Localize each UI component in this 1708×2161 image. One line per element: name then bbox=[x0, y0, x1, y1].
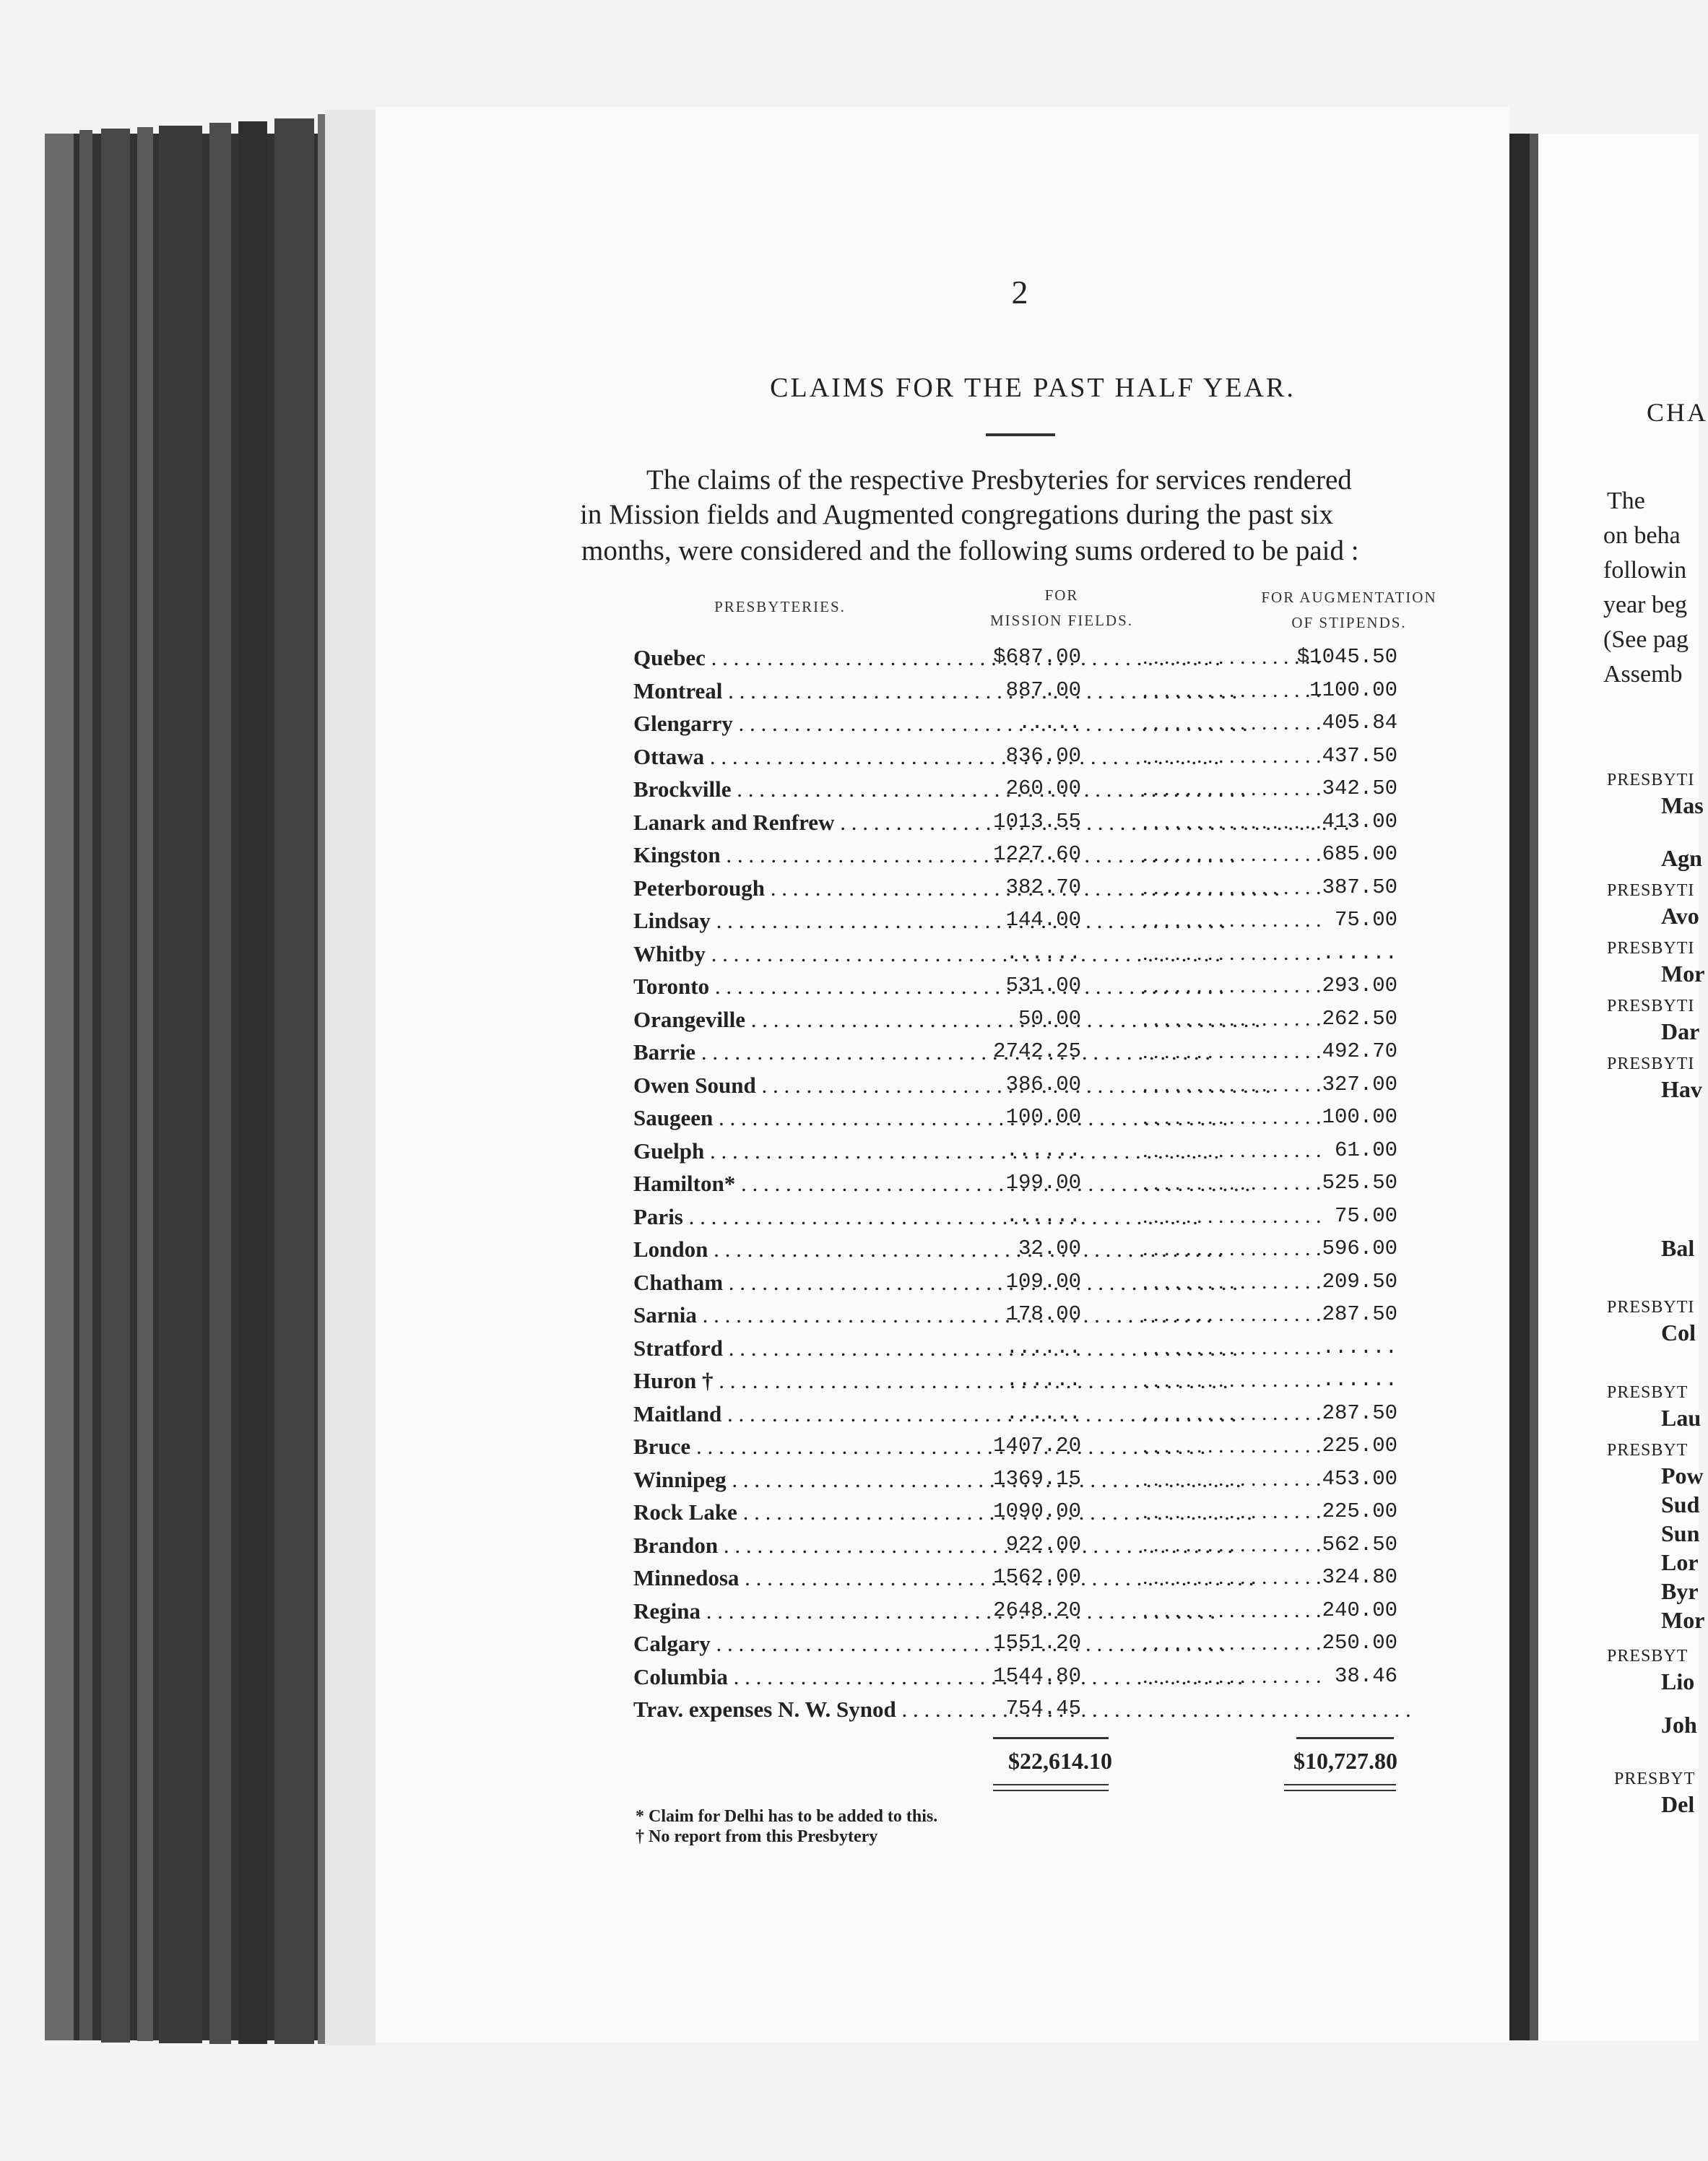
facing-presbytery-label: PRESBYTI bbox=[1607, 939, 1695, 958]
dot-leader: . . . . . . . . . . . . . . . . . bbox=[1143, 1335, 1322, 1359]
mission-fields-amount: 109.00 bbox=[1005, 1270, 1081, 1294]
table-row bbox=[633, 1105, 1413, 1137]
page-number: 2 bbox=[1011, 274, 1028, 311]
aug-total-double-rule bbox=[1284, 1790, 1396, 1791]
augmentation-amount: 225.00 bbox=[1322, 1434, 1397, 1458]
presbytery-name: Trav. expenses N. W. Synod . . . bbox=[633, 1697, 1013, 1723]
facing-entry-name: Sud bbox=[1661, 1491, 1700, 1517]
facing-entry-name: Hav bbox=[1661, 1076, 1702, 1102]
augmentation-amount: 596.00 bbox=[1322, 1237, 1397, 1260]
dot-leader: . . . . . . . . . . . . . . . . . bbox=[1143, 1105, 1322, 1129]
col-header-mission-1: FOR bbox=[1044, 586, 1079, 604]
mission-fields-amount: 382.70 bbox=[1005, 875, 1081, 899]
dot-leader: . . . . . . . . . . . . . . . . . bbox=[1143, 1533, 1322, 1556]
dot-leader: . . . . . . . . . . . . . . . . . bbox=[1143, 678, 1322, 702]
mission-fields-amount: ...... bbox=[1005, 1138, 1081, 1162]
augmentation-amount: 405.84 bbox=[1322, 711, 1397, 735]
presbytery-name: Hamilton* . . . bbox=[633, 1171, 994, 1197]
augmentation-amount: 562.50 bbox=[1322, 1533, 1397, 1556]
dot-leader: . . . . . . . . . . . . . . . . . bbox=[1143, 1302, 1322, 1326]
mission-fields-amount: 2742.25 bbox=[993, 1039, 1081, 1063]
table-row bbox=[633, 1499, 1413, 1531]
table-row bbox=[633, 1237, 1413, 1268]
facing-para-line: Assemb bbox=[1603, 661, 1683, 688]
dot-leader: . . . . . . . . . . . . . . . . . bbox=[1143, 908, 1322, 932]
presbytery-name: Brandon . . . bbox=[633, 1533, 994, 1559]
presbytery-name: Brockville . . . bbox=[633, 776, 994, 802]
presbytery-name: Stratford . . . bbox=[633, 1335, 994, 1361]
mission-fields-amount: ...... bbox=[1005, 1204, 1081, 1228]
mission-fields-amount: 260.00 bbox=[1005, 776, 1081, 800]
augmentation-amount: ...... bbox=[1322, 1335, 1397, 1359]
facing-entry-name: Mor bbox=[1661, 1607, 1705, 1633]
facing-entry-name: Sun bbox=[1661, 1520, 1700, 1546]
table-row bbox=[633, 1401, 1413, 1433]
table-row bbox=[633, 842, 1413, 874]
mission-fields-amount: 922.00 bbox=[1005, 1533, 1081, 1556]
page-title: CLAIMS FOR THE PAST HALF YEAR. bbox=[770, 373, 1296, 403]
mission-fields-amount: 1013.55 bbox=[993, 810, 1081, 833]
dot-leader: . . . . . . . . . . . . . . . . . bbox=[1143, 1007, 1322, 1031]
mission-total-double-rule bbox=[993, 1790, 1109, 1791]
presbytery-name: Paris . . . bbox=[633, 1204, 994, 1230]
mission-fields-amount: ...... bbox=[1005, 941, 1081, 965]
mission-total-rule bbox=[993, 1737, 1109, 1739]
augmentation-amount: 387.50 bbox=[1322, 875, 1397, 899]
augmentation-amount: 685.00 bbox=[1322, 842, 1397, 866]
facing-entry-name: Lau bbox=[1661, 1405, 1702, 1431]
facing-entry-name: Col bbox=[1661, 1320, 1696, 1346]
mission-fields-amount: 199.00 bbox=[1005, 1171, 1081, 1195]
dot-leader: . . . . . . . . . . . . . . . . . bbox=[1143, 1434, 1322, 1458]
mission-fields-amount: 836.00 bbox=[1005, 744, 1081, 768]
dot-leader: . . . . . . . . . . . . . . . . . bbox=[1143, 1270, 1322, 1294]
facing-presbytery-label: PRESBYT bbox=[1607, 1647, 1689, 1666]
facing-entry-name: Agn bbox=[1661, 845, 1702, 871]
footnote: * Claim for Delhi has to be added to this. bbox=[636, 1807, 938, 1826]
table-row bbox=[633, 1664, 1413, 1696]
presbytery-name: Peterborough . . . bbox=[633, 875, 994, 901]
presbytery-name: Kingston . . . bbox=[633, 842, 994, 868]
table-row bbox=[633, 1073, 1413, 1104]
right-page-fragment bbox=[1538, 134, 1708, 2040]
augmentation-amount: 327.00 bbox=[1322, 1073, 1397, 1096]
mission-fields-amount: 1551.20 bbox=[993, 1631, 1081, 1655]
aug-total: $10,727.80 bbox=[1293, 1748, 1397, 1774]
table-row bbox=[633, 1533, 1413, 1564]
presbytery-name: Bruce . . . bbox=[633, 1434, 994, 1460]
mission-total: $22,614.10 bbox=[1008, 1748, 1112, 1774]
table-row bbox=[633, 1631, 1413, 1663]
table-row bbox=[633, 1270, 1413, 1302]
mission-fields-amount: 386.00 bbox=[1005, 1073, 1081, 1096]
aug-total-rule bbox=[1296, 1737, 1394, 1739]
table-row bbox=[633, 744, 1413, 776]
table-row bbox=[633, 810, 1413, 841]
augmentation-amount: ...... bbox=[1322, 941, 1397, 965]
facing-entry-name: Del bbox=[1661, 1791, 1695, 1817]
table-row bbox=[633, 1434, 1413, 1465]
dot-leader: . . . . . . . . . . . . . . . . . bbox=[1143, 1467, 1322, 1491]
augmentation-amount: 324.80 bbox=[1322, 1565, 1397, 1589]
dot-leader: . . . . . . . . . . . . . . . . . bbox=[1143, 1237, 1322, 1260]
mission-fields-amount: ...... bbox=[1005, 1401, 1081, 1425]
facing-entry-name: Joh bbox=[1661, 1712, 1697, 1738]
mission-fields-amount: 1369.15 bbox=[993, 1467, 1081, 1491]
facing-para-line: year beg bbox=[1603, 592, 1688, 618]
table-row bbox=[633, 1171, 1413, 1203]
dot-leader: . . . . . . . . . . . . . . . . . bbox=[1143, 1565, 1322, 1589]
dot-leader: . . . . . . . . . . . . . . . . . bbox=[1143, 1631, 1322, 1655]
table-row bbox=[633, 1467, 1413, 1499]
presbytery-name: Barrie . . . bbox=[633, 1039, 994, 1065]
table-row bbox=[633, 875, 1413, 907]
dot-leader: . . . . . . . . . . . . . . . . . bbox=[1143, 810, 1322, 833]
augmentation-amount: 38.46 bbox=[1334, 1664, 1397, 1688]
footnote: † No report from this Presbytery bbox=[636, 1827, 878, 1846]
title-rule bbox=[986, 433, 1055, 436]
augmentation-amount: $1045.50 bbox=[1296, 645, 1397, 669]
facing-presbytery-label: PRESBYT bbox=[1607, 1441, 1689, 1460]
dot-leader: . . . . . . . . . . . . . . . . . bbox=[1143, 875, 1322, 899]
presbytery-name: London . . . bbox=[633, 1237, 994, 1263]
presbytery-name: Owen Sound . . . bbox=[633, 1073, 994, 1099]
mission-fields-amount: 1090.00 bbox=[993, 1499, 1081, 1523]
facing-presbytery-label: PRESBYTI bbox=[1607, 997, 1695, 1015]
facing-presbytery-label: PRESBYT bbox=[1614, 1770, 1696, 1788]
col-header-aug-1: FOR AUGMENTATION bbox=[1261, 589, 1437, 606]
dot-leader: . . . . . . . . . . . . . . . . . bbox=[1143, 1171, 1322, 1195]
table-row bbox=[633, 678, 1413, 710]
augmentation-amount: 262.50 bbox=[1322, 1007, 1397, 1031]
facing-entry-name: Mor bbox=[1661, 961, 1705, 987]
dot-leader: . . . . . . . . . . . . . . . . . bbox=[1143, 1039, 1322, 1063]
presbytery-name: Montreal . . . bbox=[633, 678, 994, 704]
augmentation-amount: 525.50 bbox=[1322, 1171, 1397, 1195]
mission-fields-amount: 32.00 bbox=[1018, 1237, 1081, 1260]
intro-line: months, were considered and the following sums ordered to be paid : bbox=[581, 535, 1359, 566]
augmentation-amount: 293.00 bbox=[1322, 974, 1397, 997]
table-row bbox=[633, 1039, 1413, 1071]
facing-para-line: on beha bbox=[1603, 522, 1681, 549]
augmentation-amount: 75.00 bbox=[1334, 1204, 1397, 1228]
dot-leader: . . . . . . . . . . . . . . . . . bbox=[1143, 711, 1322, 735]
col-header-mission-2: MISSION FIELDS. bbox=[989, 612, 1134, 629]
augmentation-amount: 287.50 bbox=[1322, 1401, 1397, 1425]
mission-fields-amount: 1562.00 bbox=[993, 1565, 1081, 1589]
presbytery-name: Toronto . . . bbox=[633, 974, 994, 1000]
augmentation-amount: 100.00 bbox=[1322, 1105, 1397, 1129]
mission-fields-amount: $687.00 bbox=[993, 645, 1081, 669]
presbytery-name: Glengarry . . . bbox=[633, 711, 994, 737]
augmentation-amount: 437.50 bbox=[1322, 744, 1397, 768]
presbytery-name: Quebec . . . bbox=[633, 645, 994, 671]
dot-leader: . . . . . . . . . . . . . . . . . bbox=[1143, 1664, 1322, 1688]
presbytery-name: Winnipeg . . . bbox=[633, 1467, 994, 1493]
presbytery-name: Chatham . . . bbox=[633, 1270, 994, 1296]
mission-fields-amount: 178.00 bbox=[1005, 1302, 1081, 1326]
presbytery-name: Guelph . . . bbox=[633, 1138, 994, 1164]
presbytery-name: Sarnia . . . bbox=[633, 1302, 994, 1328]
presbytery-name: Regina . . . bbox=[633, 1598, 994, 1624]
augmentation-amount: 75.00 bbox=[1334, 908, 1397, 932]
augmentation-amount: 287.50 bbox=[1322, 1302, 1397, 1326]
mission-fields-amount: ...... bbox=[1005, 1368, 1081, 1392]
facing-presbytery-label: PRESBYTI bbox=[1607, 1054, 1695, 1073]
augmentation-amount: 250.00 bbox=[1322, 1631, 1397, 1655]
facing-presbytery-label: PRESBYT bbox=[1607, 1383, 1689, 1402]
presbytery-name: Minnedosa . . . bbox=[633, 1565, 994, 1591]
table-row bbox=[633, 974, 1413, 1005]
presbytery-name: Whitby . . . bbox=[633, 941, 994, 967]
facing-para-line: (See pag bbox=[1603, 626, 1689, 653]
dot-leader: . . . . . . . . . . . . . . . . . bbox=[1143, 744, 1322, 768]
presbytery-name: Saugeen . . . bbox=[633, 1105, 994, 1131]
augmentation-amount: 413.00 bbox=[1322, 810, 1397, 833]
facing-entry-name: Avo bbox=[1661, 903, 1699, 929]
table-row bbox=[633, 1598, 1413, 1630]
mission-fields-amount: 754.45 bbox=[1005, 1697, 1081, 1720]
dot-leader: . . . . . . . . . . . . . . . . . bbox=[1143, 974, 1322, 997]
dot-leader: . . . . . . . . . . . . . . . . . bbox=[1143, 1401, 1322, 1425]
col-header-aug-2: OF STIPENDS. bbox=[1291, 614, 1407, 631]
augmentation-amount: 453.00 bbox=[1322, 1467, 1397, 1491]
presbytery-name: Ottawa . . . bbox=[633, 744, 994, 770]
mission-fields-amount: 100.00 bbox=[1005, 1105, 1081, 1129]
mission-fields-amount: ..... bbox=[1018, 711, 1081, 735]
facing-entry-name: Mas bbox=[1661, 792, 1704, 818]
facing-entry-name: Bal bbox=[1661, 1235, 1695, 1261]
dot-leader: . . . . . . . . . . . . . . . . . bbox=[1143, 1368, 1322, 1392]
presbytery-name: Huron † . . . bbox=[633, 1368, 994, 1394]
presbytery-name: Maitland . . . bbox=[633, 1401, 994, 1427]
augmentation-amount: 209.50 bbox=[1322, 1270, 1397, 1294]
facing-heading: CHA bbox=[1647, 398, 1708, 427]
facing-para-line: followin bbox=[1603, 557, 1687, 584]
table-row bbox=[633, 1138, 1413, 1170]
mission-fields-amount: 531.00 bbox=[1005, 974, 1081, 997]
dot-leader: . . . . . . . . . . . . . . . . . bbox=[1143, 645, 1322, 669]
presbytery-name: Rock Lake . . . bbox=[633, 1499, 994, 1525]
facing-presbytery-label: PRESBYTI bbox=[1607, 881, 1695, 900]
mission-fields-amount: 50.00 bbox=[1018, 1007, 1081, 1031]
presbytery-name: Lindsay . . . bbox=[633, 908, 994, 934]
facing-entry-name: Byr bbox=[1661, 1578, 1699, 1604]
table-row bbox=[633, 776, 1413, 808]
table-row bbox=[633, 1302, 1413, 1334]
mission-fields-amount: ...... bbox=[1005, 1335, 1081, 1359]
table-row bbox=[633, 941, 1413, 973]
dot-leader: . . . . . . . . . . . . . . . . . bbox=[1143, 1204, 1322, 1228]
mission-fields-amount: 1407.20 bbox=[993, 1434, 1081, 1458]
dot-leader: . . . . . . . . . . . . . . . . . bbox=[1143, 1073, 1322, 1096]
dot-leader: . . . . . . . . . . . . . . . . . bbox=[1143, 1499, 1322, 1523]
augmentation-amount: 225.00 bbox=[1322, 1499, 1397, 1523]
intro-line: The claims of the respective Presbyteries for services rendered bbox=[646, 464, 1352, 495]
mission-fields-amount: 144.00 bbox=[1005, 908, 1081, 932]
col-header-presbyteries: PRESBYTERIES. bbox=[714, 598, 846, 615]
mission-fields-amount: 887.00 bbox=[1005, 678, 1081, 702]
presbytery-name: Calgary . . . bbox=[633, 1631, 994, 1657]
table-row bbox=[633, 1368, 1413, 1400]
dot-leader: . . . . . . . . . . . . . . . . . bbox=[1143, 941, 1322, 965]
facing-presbytery-label: PRESBYTI bbox=[1607, 1298, 1695, 1317]
table-row bbox=[633, 645, 1413, 677]
table-row bbox=[633, 908, 1413, 940]
facing-entry-name: Lio bbox=[1661, 1668, 1695, 1694]
intro-line: in Mission fields and Augmented congregations during the past six bbox=[580, 499, 1334, 530]
mission-fields-amount: 1227.60 bbox=[993, 842, 1081, 866]
presbytery-name: Orangeville . . . bbox=[633, 1007, 994, 1033]
table-row bbox=[633, 1007, 1413, 1039]
augmentation-amount: 1100.00 bbox=[1309, 678, 1397, 702]
augmentation-amount: ...... bbox=[1322, 1368, 1397, 1392]
presbytery-name: Lanark and Renfrew . . . bbox=[633, 810, 994, 836]
facing-presbytery-label: PRESBYTI bbox=[1607, 771, 1695, 789]
augmentation-amount: 342.50 bbox=[1322, 776, 1397, 800]
facing-entry-name: Dar bbox=[1661, 1018, 1700, 1044]
table-row bbox=[633, 1697, 1413, 1728]
facing-entry-name: Pow bbox=[1661, 1463, 1704, 1489]
table-row bbox=[633, 1565, 1413, 1597]
table-row bbox=[633, 711, 1413, 742]
mission-total-double-rule bbox=[993, 1784, 1109, 1785]
table-row bbox=[633, 1335, 1413, 1367]
dot-leader: . . . . . . . . . . . . . . . . . bbox=[1143, 1598, 1322, 1622]
dot-leader: . . . . . . . . . . . . . . . . . bbox=[1143, 776, 1322, 800]
augmentation-amount: 61.00 bbox=[1334, 1138, 1397, 1162]
aug-total-double-rule bbox=[1284, 1784, 1396, 1785]
table-row bbox=[633, 1204, 1413, 1236]
dot-leader: . . . . . . . . . . . . . . . . . bbox=[1143, 1138, 1322, 1162]
augmentation-amount: 240.00 bbox=[1322, 1598, 1397, 1622]
facing-para-line: The bbox=[1607, 488, 1645, 514]
mission-fields-amount: 2648.20 bbox=[993, 1598, 1081, 1622]
augmentation-amount: 492.70 bbox=[1322, 1039, 1397, 1063]
presbytery-name: Columbia . . . bbox=[633, 1664, 994, 1690]
facing-entry-name: Lor bbox=[1661, 1549, 1699, 1575]
dot-leader: . . . . . . . . . . . . . . . . . bbox=[1143, 842, 1322, 866]
mission-fields-amount: 1544.80 bbox=[993, 1664, 1081, 1688]
